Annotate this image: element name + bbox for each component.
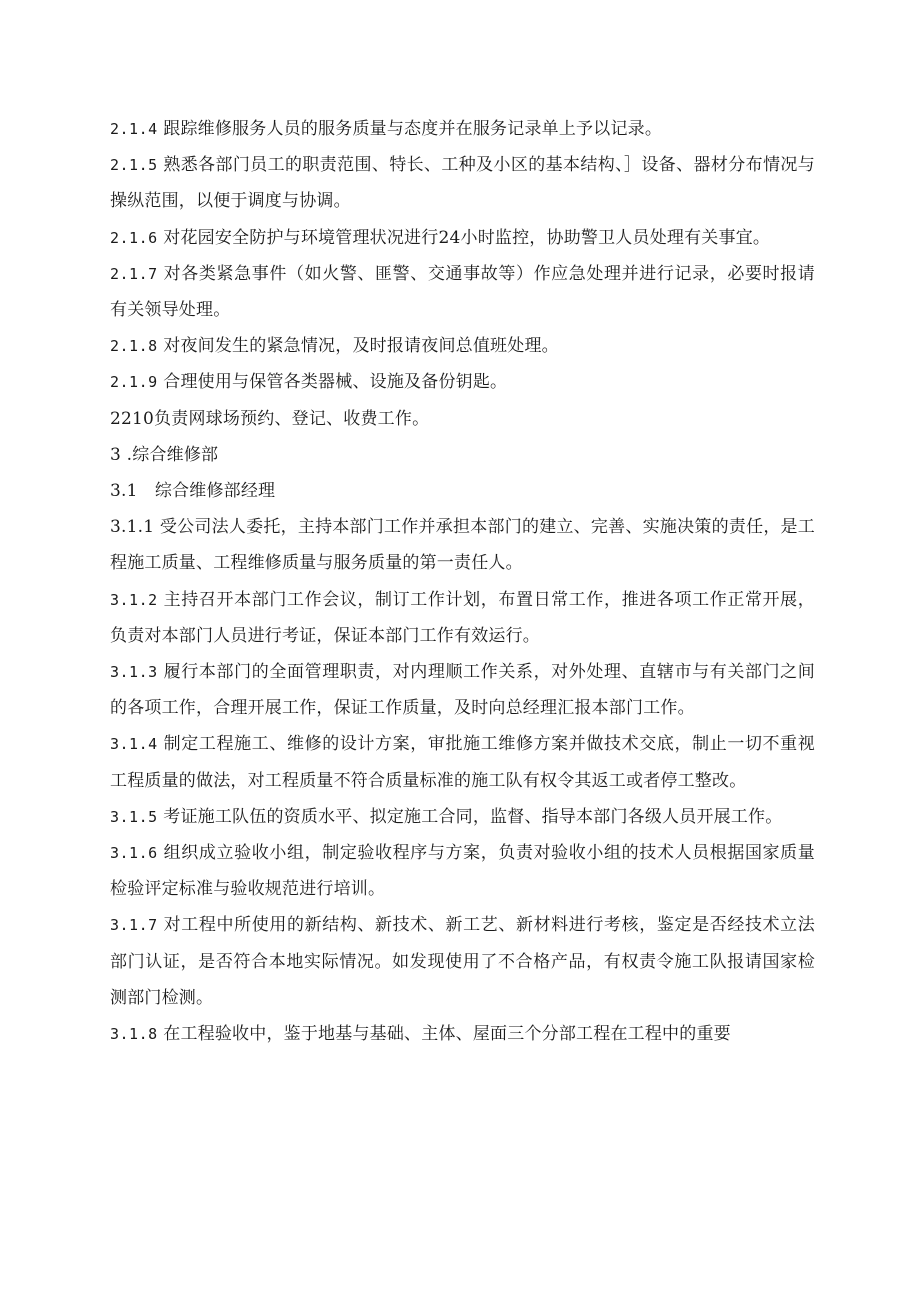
clause-number: 3.1.5 [110, 807, 158, 826]
paragraph-2-1-4 [110, 111, 815, 147]
paragraph-3-1-3 [110, 654, 815, 726]
paragraph-3-1-6 [110, 835, 815, 907]
clause-number: 3.1.1 [110, 517, 155, 538]
paragraph-2-1-6 [110, 220, 815, 256]
section-number: 3 [110, 444, 122, 465]
paragraph-2210 [110, 401, 815, 437]
paragraph-3-1-5 [110, 799, 815, 835]
paragraph-2-1-9 [110, 364, 815, 400]
paragraph-2-1-8 [110, 328, 815, 364]
body-text [110, 111, 815, 1052]
paragraph-3-1-1 [110, 509, 815, 581]
clause-text: 在工程验收中，鉴于地基与基础、主体、屋面三个分部工程在工程中的重要 [157, 1024, 731, 1045]
clause-number: 2.1.9 [110, 373, 158, 392]
clause-number: 2.1.7 [110, 264, 158, 283]
paragraph-3-1-4 [110, 726, 815, 798]
paragraph-3-1-8 [110, 1016, 815, 1052]
clause-number: 2.1.5 [110, 156, 158, 175]
clause-number: 3.1.2 [110, 590, 158, 609]
clause-text: 跟踪维修服务人员的服务质量与态度并在服务记录单上予以记录。 [157, 119, 663, 139]
section-number: 3.1 [110, 481, 138, 502]
clause-text: 受公司法人委托，主持本部门工作并承担本部门的建立、完善、实施决策的责任，是工程施工质量、工程维修质量与服务质量的第一责任人。 [110, 517, 815, 574]
clause-text: 合理使用与保管各类器械、设施及备份钥匙。 [157, 372, 508, 393]
clause-text: 熟悉各部门员工的职责范围、特长、工种及小区的基本结构、］设备、器材分布情况与操纵范围，以便于调度与协调。 [110, 155, 815, 212]
clause-text: 对夜间发生的紧急情况，及时报请夜间总值班处理。 [157, 336, 559, 357]
clause-text: 对工程中所使用的新结构、新技术、新工艺、新材料进行考核，鉴定是否经技术立法部门认证，是否符合本地实际情况。如发现使用了不合格产品，有权责令施工队报请国家检测部门检测。 [110, 915, 815, 1008]
paragraph-3-1-2 [110, 582, 815, 654]
paragraph-2-1-7 [110, 256, 815, 328]
clause-number: 3.1.8 [110, 1025, 158, 1044]
paragraph-2-1-5 [110, 147, 815, 219]
clause-number: 2.1.4 [110, 120, 158, 138]
clause-text: 制定工程施工、维修的设计方案，审批施工维修方案并做技术交底，制止一切不重视工程质量的做法，对工程质量不符合质量标准的施工队有权令其返工或者停工整改。 [110, 734, 815, 791]
clause-number: 2.1.6 [110, 228, 158, 247]
clause-number: 3.1.4 [110, 735, 158, 754]
section-title: 综合维修部经理 [137, 481, 276, 502]
clause-text: 对各类紧急事件（如火警、匪警、交通事故等）作应急处理并进行记录，必要时报请有关领导处理。 [110, 263, 815, 321]
clause-text: 对花园安全防护与环境管理状况进行24小时监控，协助警卫人员处理有关事宜。 [157, 227, 771, 248]
clause-number: 3.1.3 [110, 663, 158, 682]
clause-text: 主持召开本部门工作会议，制订工作计划，布置日常工作，推进各项工作正常开展，负责对本部门人员进行考证，保证本部门工作有效运行。 [110, 589, 815, 646]
subsection-heading-3-1 [110, 473, 815, 509]
clause-number: 3.1.7 [110, 916, 158, 935]
paragraph-3-1-7 [110, 907, 815, 1016]
clause-number: 2210 [110, 408, 155, 429]
section-heading-3 [110, 437, 815, 473]
clause-number: 2.1.8 [110, 337, 158, 356]
clause-text: 考证施工队伍的资质水平、拟定施工合同，监督、指导本部门各级人员开展工作。 [157, 806, 783, 827]
clause-text: 履行本部门的全面管理职责，对内理顺工作关系，对外处理、直辖市与有关部门之间的各项工作，合理开展工作，保证工作质量，及时向总经理汇报本部门工作。 [110, 662, 815, 719]
clause-number: 3.1.6 [110, 844, 158, 863]
section-title: .综合维修部 [121, 444, 219, 465]
clause-text: 负责网球场预约、登记、收费工作。 [154, 408, 430, 429]
clause-text: 组织成立验收小组，制定验收程序与方案，负责对验收小组的技术人员根据国家质量检验评定标准与验收规范进行培训。 [110, 843, 815, 900]
